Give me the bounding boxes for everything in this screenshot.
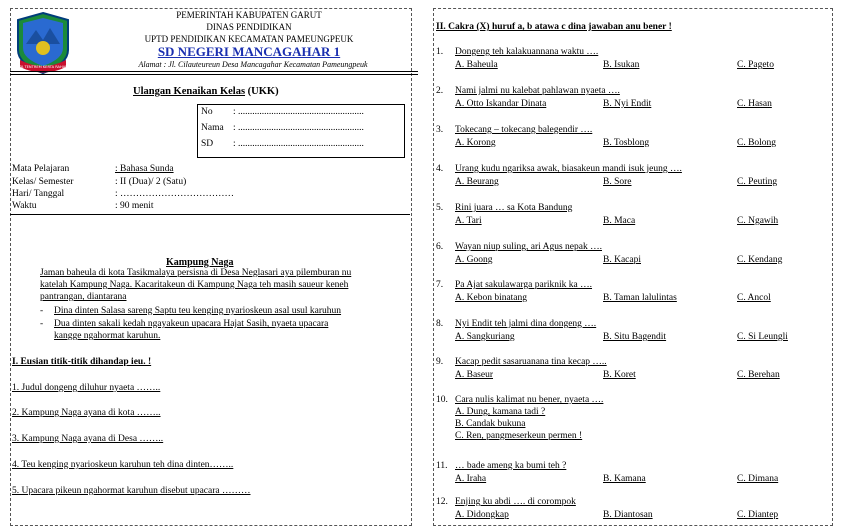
mc-question-number: 9. [436,357,444,367]
mc-option-a[interactable]: A. Didongkap [455,510,509,520]
reading-p2: katelah Kampung Naga. Kacaritakeun di Kampung Naga teh masih saueur keneh [40,280,349,290]
mc-option-a[interactable]: A. Kebon binatang [455,293,528,303]
section1-q3: 3. Kampung Naga ayana di Desa …….. [12,434,164,444]
mc-option-a[interactable]: A. Dung, kamana tadi ? [455,407,546,417]
mc-option-b[interactable]: B. Tosblong [603,138,650,148]
header-line-3: UPTD PENDIDIKAN KECAMATAN PAMEUNGPEUK [144,34,354,44]
info-class: Kelas/ Semester : II (Dua)/ 2 (Satu) [12,177,187,187]
section1-q2: 2. Kampung Naga ayana di kota …….. [12,408,161,418]
reading-bullet-1: - Dina dinten Salasa sareng Saptu teu kenging nyarioskeun asal usul karuhun [40,306,342,316]
mc-question-number: 5. [436,203,444,213]
mc-question-text: Dongeng teh kalakuannana waktu …. [455,47,599,57]
mc-question-number: 6. [436,242,444,252]
mc-option-c[interactable]: C. Diantep [737,510,779,520]
mc-option-c[interactable]: C. Kendang [737,255,783,265]
mc-question-text: Enjing ku abdi …. di corompok [455,497,576,507]
mc-option-b[interactable]: B. Kamana [603,474,646,484]
mc-question-number: 4. [436,164,444,174]
mc-option-c[interactable]: C. Hasan [737,99,772,109]
mc-option-b[interactable]: B. Situ Bagendit [603,332,667,342]
mc-option-b[interactable]: B. Diantosan [603,510,653,520]
reading-bullet-2-cont: kangge ngahormat karuhun. [54,331,161,341]
mc-option-b[interactable]: B. Candak bukuna [455,419,526,429]
mc-question-text: Rini juara … sa Kota Bandung [455,203,573,213]
section1-title: I. Eusian titik-titik dihandap ieu. ! [12,357,152,367]
mc-question-text: Nyi Endit teh jalmi dina dongeng …. [455,319,597,329]
mc-option-c[interactable]: C. Pageto [737,60,774,70]
reading-bullet-2: - Dua dinten sakali kedah ngayakeun upacara Hajat Sasih, nyaeta upacara [40,319,329,329]
id-row-sd[interactable]: SD : ..................................................... [201,139,364,149]
mc-option-c[interactable]: C. Ngawih [737,216,779,226]
mc-option-c[interactable]: C. Ancol [737,293,771,303]
info-date: Hari/ Tanggal : ……………………………… [12,189,235,199]
info-rule [10,214,410,215]
info-time: Waktu : 90 menit [12,201,154,211]
mc-question-number: 10. [436,395,448,405]
reading-p3: pantrangan, diantarana [40,292,127,302]
mc-question-text: Kacap pedit sasaruanana tina kecap ….. [455,357,607,367]
section2-title: II. Cakra (X) huruf a, b atawa c dina jawaban anu bener ! [436,22,672,32]
mc-option-c[interactable]: C. Si Leungli [737,332,788,342]
logo-text: TATA TENTREM KERTA RAHARJA [14,65,72,69]
mc-option-b[interactable]: B. Sore [603,177,632,187]
garut-logo [12,10,74,76]
mc-option-a[interactable]: A. Goong [455,255,493,265]
section1-q4: 4. Teu kenging nyarioskeun karuhun teh dina dinten…….. [12,460,234,470]
mc-option-a[interactable]: A. Beurang [455,177,499,187]
mc-option-a[interactable]: A. Iraha [455,474,487,484]
mc-option-b[interactable]: B. Koret [603,370,636,380]
section1-q1: 1. Judul dongeng diluhur nyaeta …….. [12,383,161,393]
id-row-nama[interactable]: Nama : ..................................................... [201,123,364,133]
mc-option-c[interactable]: C. Dimana [737,474,779,484]
info-subject: Mata Pelajaran : Bahasa Sunda [12,164,174,174]
mc-option-a[interactable]: A. Baseur [455,370,493,380]
mc-question-text: Pa Ajat sakulawarga pariknik ka …. [455,280,593,290]
id-row-no[interactable]: No : ..................................................... [201,107,364,117]
header-rule [10,71,418,72]
header-rule-thin [10,74,418,75]
mc-option-b[interactable]: B. Taman lalulintas [603,293,677,303]
mc-question-text: … bade ameng ka bumi teh ? [455,461,567,471]
header-line-2: DINAS PENDIDIKAN [206,22,292,32]
school-name: SD NEGERI MANCAGAHAR 1 [157,44,341,59]
mc-question-text: Cara nulis kalimat nu bener, nyaeta …. [455,395,604,405]
mc-option-c[interactable]: C. Peuting [737,177,778,187]
mc-question-number: 7. [436,280,444,290]
mc-question-number: 2. [436,86,444,96]
mc-question-text: Tokecang – tokecang balegendir …. [455,125,593,135]
mc-question-number: 1. [436,47,444,57]
mc-question-number: 3. [436,125,444,135]
mc-option-a[interactable]: A. Sangkuriang [455,332,515,342]
reading-title: Kampung Naga [166,257,234,268]
mc-option-b[interactable]: B. Nyi Endit [603,99,652,109]
mc-option-a[interactable]: A. Otto Iskandar Dinata [455,99,547,109]
mc-option-a[interactable]: A. Korong [455,138,496,148]
exam-title: Ulangan Kenaikan Kelas (UKK) [133,86,279,97]
mc-question-text: Urang kudu ngariksa awak, biasakeun mandi isuk jeung …. [455,164,682,174]
mc-option-b[interactable]: B. Isukan [603,60,640,70]
school-address: Alamat : Jl. Cilauteureun Desa Mancagahar Kecamatan Pameungpeuk [138,60,368,69]
section1-q5: 5. Upacara pikeun ngahormat karuhun disebut upacara ……… [12,486,251,496]
mc-option-b[interactable]: B. Maca [603,216,636,226]
mc-question-number: 12. [436,497,448,507]
mc-option-a[interactable]: A. Baheula [455,60,498,70]
reading-p1: Jaman baheula di kota Tasikmalaya persisna di Desa Neglasari aya pilemburan nu [40,268,352,278]
student-id-box [197,104,405,158]
mc-question-text: Wayan niup suling, ari Agus nepak …. [455,242,602,252]
mc-option-c[interactable]: C. Bolong [737,138,777,148]
mc-question-number: 8. [436,319,444,329]
mc-option-c[interactable]: C. Berehan [737,370,780,380]
mc-option-a[interactable]: A. Tari [455,216,482,226]
header-line-1: PEMERINTAH KABUPATEN GARUT [176,10,322,20]
mc-option-b[interactable]: B. Kacapi [603,255,641,265]
mc-question-number: 11. [436,461,448,471]
mc-question-text: Nami jalmi nu kalebat pahlawan nyaeta …. [455,86,620,96]
mc-option-c[interactable]: C. Ren, pangmeserkeun permen ! [455,431,583,441]
